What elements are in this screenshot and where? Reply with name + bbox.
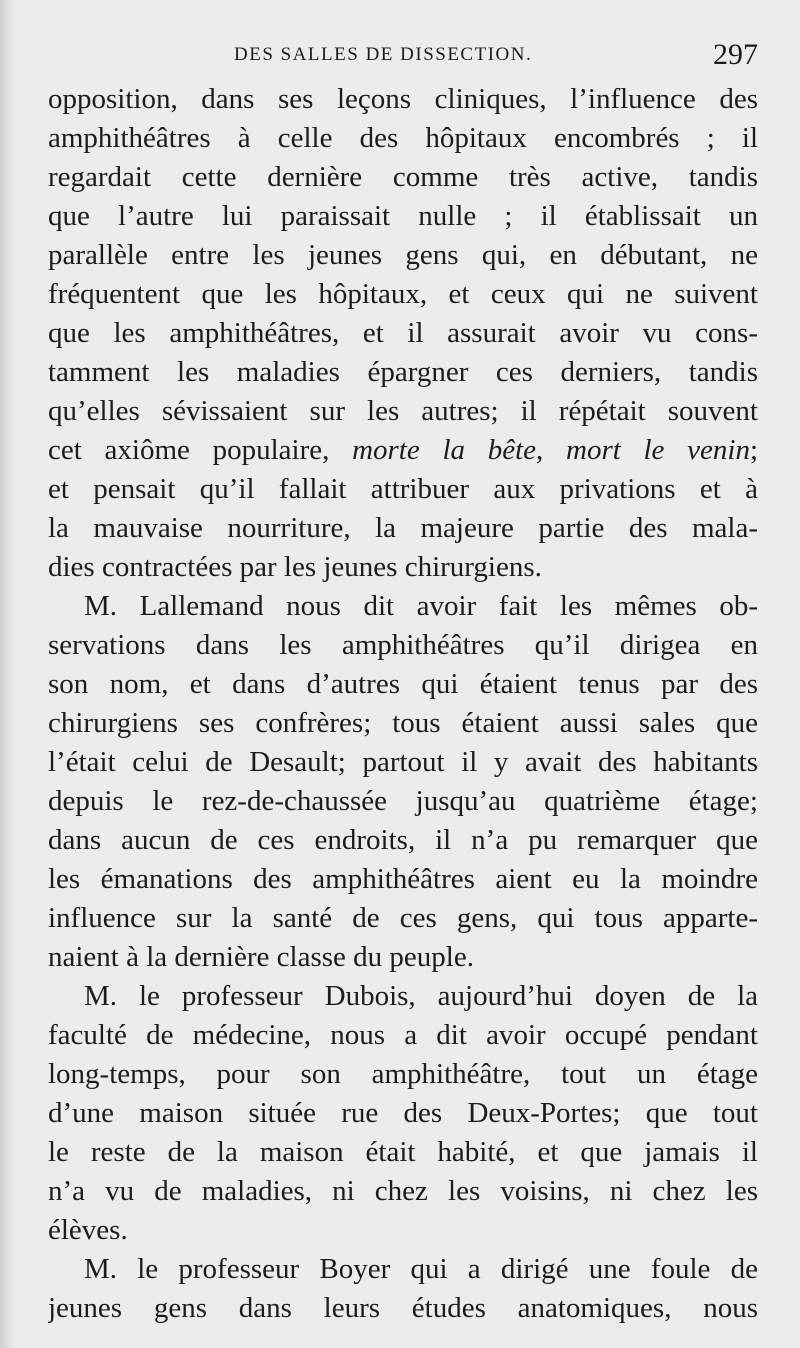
text-line [48, 80, 758, 119]
text-line [48, 977, 758, 1016]
text-line [48, 782, 758, 821]
running-header [48, 38, 758, 78]
text-line [48, 821, 758, 860]
text-line [48, 1211, 758, 1250]
body-text [48, 80, 758, 1328]
text-line [48, 470, 758, 509]
text-segment: long-temps, pour son amphithéâtre, tout un étage [48, 1058, 758, 1090]
page-gutter-shadow [0, 0, 14, 1348]
text-segment: opposition, dans ses leçons cliniques, l’influence des [48, 83, 758, 115]
text-segment: qu’elles sévissaient sur les autres; il répétait souvent [48, 395, 758, 427]
text-segment: son nom, et dans d’autres qui étaient tenus par des [48, 668, 758, 700]
text-segment: l’était celui de Desault; partout il y avait des habitants [48, 746, 758, 778]
text-segment: jeunes gens dans leurs études anatomiques, nous [48, 1292, 758, 1324]
text-line [48, 236, 758, 275]
text-line [48, 353, 758, 392]
italic-phrase: mort le venin [566, 434, 750, 466]
text-line [48, 1172, 758, 1211]
text-segment: amphithéâtres à celle des hôpitaux encombrés ; il [48, 122, 758, 154]
text-line [48, 431, 758, 470]
text-line [48, 1055, 758, 1094]
text-segment: et pensait qu’il fallait attribuer aux privations et à [48, 473, 758, 505]
text-segment: que l’autre lui paraissait nulle ; il établissait un [48, 200, 758, 232]
text-segment: élèves. [48, 1214, 128, 1246]
text-line [48, 275, 758, 314]
page-number: 297 [713, 38, 758, 71]
text-segment: influence sur la santé de ces gens, qui tous apparte- [48, 902, 758, 934]
text-segment: faculté de médecine, nous a dit avoir occupé pendant [48, 1019, 758, 1051]
text-segment: tamment les maladies épargner ces derniers, tandis [48, 356, 758, 388]
text-line [48, 197, 758, 236]
text-line [48, 704, 758, 743]
text-line [48, 665, 758, 704]
text-line [48, 899, 758, 938]
text-line [48, 1016, 758, 1055]
text-segment: que les amphithéâtres, et il assurait avoir vu cons- [48, 317, 758, 349]
text-segment: d’une maison située rue des Deux-Portes; que tout [48, 1097, 758, 1129]
text-segment: M. le professeur Dubois, aujourd’hui doyen de la [84, 980, 758, 1012]
text-segment: n’a vu de maladies, ni chez les voisins, ni chez les [48, 1175, 758, 1207]
text-segment: la mauvaise nourriture, la majeure partie des mala- [48, 512, 758, 544]
text-segment: naient à la dernière classe du peuple. [48, 941, 474, 973]
text-segment: les émanations des amphithéâtres aient eu la moindre [48, 863, 758, 895]
text-line [48, 626, 758, 665]
text-segment: regardait cette dernière comme très active, tandis [48, 161, 758, 193]
text-line [48, 587, 758, 626]
text-segment: cet axiôme populaire, [48, 434, 353, 466]
text-segment: le reste de la maison était habité, et que jamais il [48, 1136, 758, 1168]
text-segment: M. le professeur Boyer qui a dirigé une foule de [84, 1253, 758, 1285]
text-segment: parallèle entre les jeunes gens qui, en débutant, ne [48, 239, 758, 271]
text-line [48, 158, 758, 197]
text-segment: chirurgiens ses confrères; tous étaient aussi sales que [48, 707, 758, 739]
text-line [48, 1289, 758, 1328]
text-line [48, 1133, 758, 1172]
text-segment: dans aucun de ces endroits, il n’a pu remarquer que [48, 824, 758, 856]
text-line [48, 119, 758, 158]
text-segment: depuis le rez-de-chaussée jusqu’au quatrième étage; [48, 785, 758, 817]
text-line [48, 509, 758, 548]
text-segment: , [536, 434, 566, 466]
text-line [48, 548, 758, 587]
text-segment: M. Lallemand nous dit avoir fait les mêmes ob- [84, 590, 758, 622]
text-segment: servations dans les amphithéâtres qu’il dirigea en [48, 629, 758, 661]
text-segment: ; [749, 434, 758, 466]
text-line [48, 392, 758, 431]
text-line [48, 1094, 758, 1133]
text-line [48, 938, 758, 977]
running-title: DES SALLES DE DISSECTION. [234, 44, 533, 65]
text-segment: dies contractées par les jeunes chirurgiens. [48, 551, 542, 583]
text-segment: fréquentent que les hôpitaux, et ceux qui ne suivent [48, 278, 758, 310]
text-line [48, 743, 758, 782]
text-line [48, 1250, 758, 1289]
text-line [48, 860, 758, 899]
text-line [48, 314, 758, 353]
italic-phrase: morte la bête [352, 434, 537, 466]
